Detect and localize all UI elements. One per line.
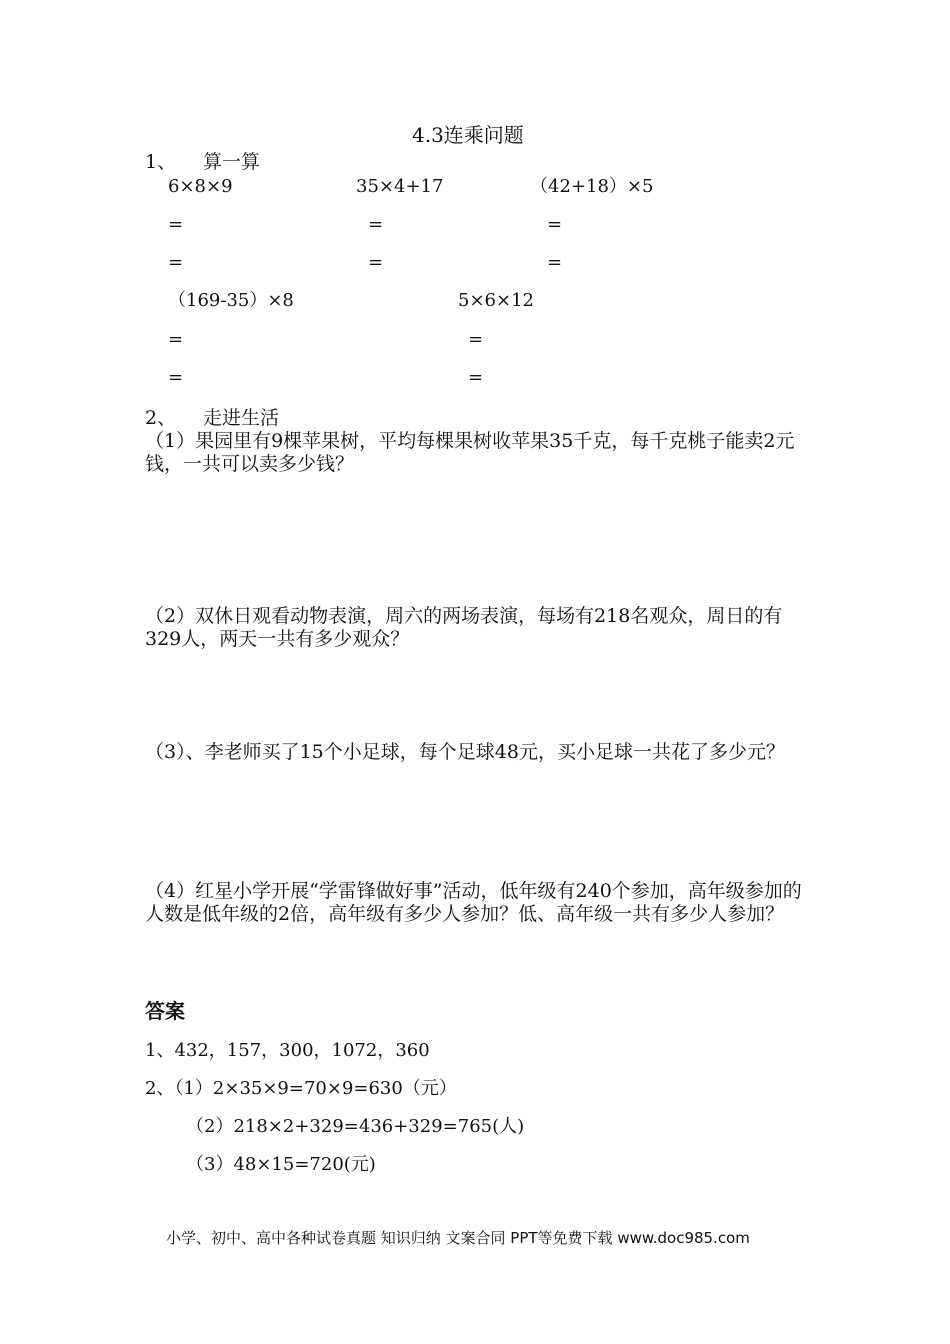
equals-sign: =	[368, 214, 384, 235]
word-problem-1: （1）果园里有9棵苹果树，平均每棵果树收苹果35千克，每千克桃子能卖2元钱，一共可以卖多少钱？	[145, 430, 795, 475]
expression-5: 5×6×12	[458, 290, 534, 311]
equals-sign: =	[547, 252, 563, 273]
answers-heading: 答案	[145, 999, 185, 1023]
answer-line-1: 1、432，157，300，1072，360	[145, 1040, 430, 1061]
expression-3: （42+18）×5	[530, 176, 654, 197]
expression-1: 6×8×9	[168, 176, 233, 197]
word-problem-4: （4）红星小学开展“学雷锋做好事”活动，低年级有240个参加，高年级参加的人数是低年级的2倍，高年级有多少人参加？低、高年级一共有多少人参加？	[145, 880, 802, 925]
equals-sign: =	[168, 367, 184, 388]
expression-2: 35×4+17	[356, 176, 444, 197]
equals-sign: =	[168, 214, 184, 235]
page-title: 4.3连乘问题	[412, 123, 524, 147]
equals-sign: =	[168, 252, 184, 273]
word-problem-3: （3）、李老师买了15个小足球，每个足球48元，买小足球一共花了多少元？	[145, 741, 785, 763]
equals-sign: =	[547, 214, 563, 235]
section2-heading: 走进生活	[203, 407, 280, 429]
equals-sign: =	[468, 329, 484, 350]
section2-number: 2、	[145, 407, 177, 429]
equals-sign: =	[168, 329, 184, 350]
equals-sign: =	[468, 367, 484, 388]
section1-number: 1、	[145, 151, 177, 173]
answer-line-2: 2、（1）2×35×9=70×9=630（元）	[145, 1078, 457, 1099]
answer-line-3: （2）218×2+329=436+329=765(人)	[186, 1116, 525, 1137]
word-problem-2: （2）双休日观看动物表演，周六的两场表演，每场有218名观众，周日的有329人，两天一共有多少观众？	[145, 605, 783, 650]
section1-heading: 算一算	[203, 151, 261, 173]
answer-line-4: （3）48×15=720(元)	[186, 1154, 376, 1175]
equals-sign: =	[368, 252, 384, 273]
footer-note: 小学、初中、高中各种试卷真题 知识归纳 文案合同 PPT等免费下载 www.doc985.com	[166, 1229, 750, 1247]
expression-4: （169-35）×8	[168, 290, 294, 311]
